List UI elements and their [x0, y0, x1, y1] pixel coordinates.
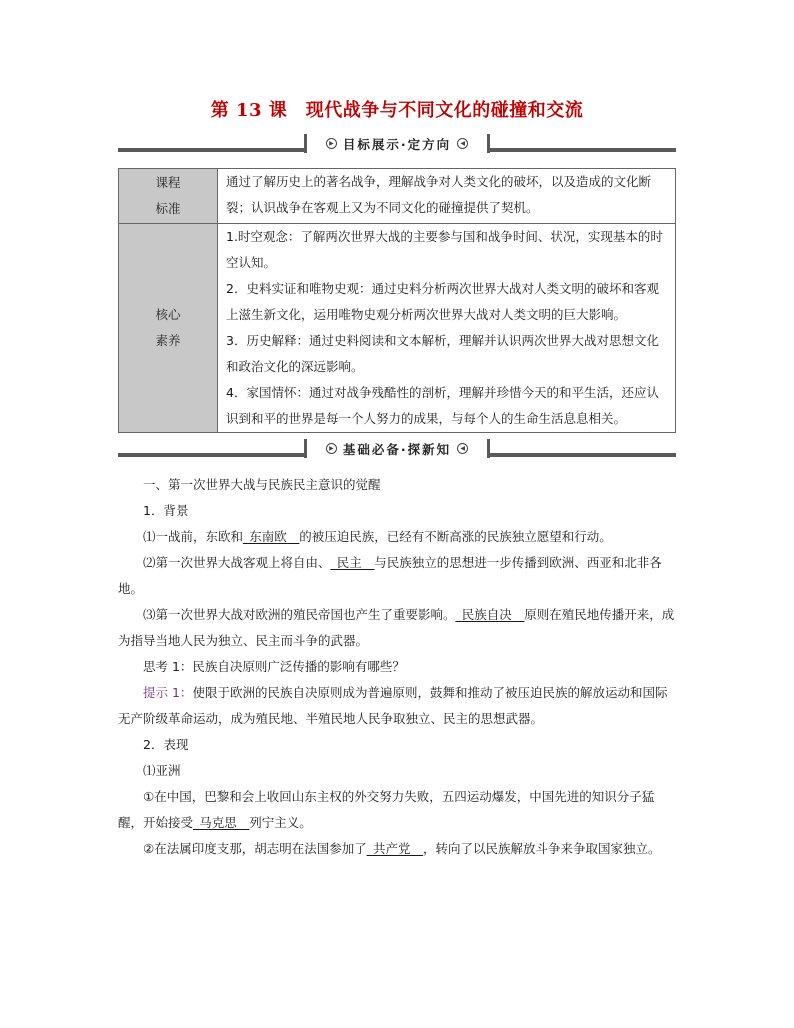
- hint-text: 使限于欧洲的民族自决原则成为普遍原则，鼓舞和推动了被压迫民族的解放运动和国际无产阶级革命运动，成为殖民地、半殖民地人民争取独立、民主的思想武器。: [118, 685, 668, 726]
- paragraph: [118, 836, 678, 862]
- fill-blank: _共产党__: [366, 841, 423, 856]
- list-item: 1.时空观念：了解两次世界大战的主要参与国和战争时间、状况，实现基本的时空认知。: [226, 229, 663, 270]
- text: ②在法属印度支那，胡志明在法国参加了: [143, 841, 367, 856]
- lesson-title: 第 13 课 现代战争与不同文化的碰撞和交流: [210, 100, 584, 121]
- fill-blank: _民主__: [330, 555, 375, 570]
- answer: 民族自决: [461, 607, 512, 622]
- section-banner-basics: [118, 439, 676, 461]
- text: 原则在殖民地传播开来，成为指导当地人民为独立、民主而斗争的武器。: [118, 607, 675, 648]
- section-heading: 一、第一次世界大战与民族民主意识的觉醒: [143, 477, 381, 492]
- text: ①在中国，巴黎和会上收回山东主权的外交努力失败，五四运动爆发，中国先进的知识分子猛醒，开始接受: [118, 789, 655, 830]
- answer: 共产党: [372, 841, 411, 856]
- list-item: 2．史料实证和唯物史观：通过史料分析两次世界大战对人类文明的破坏和客观上滋生新文化，运用唯物史观分析两次世界大战对人类文明的巨大影响。: [226, 281, 659, 322]
- list-item: 3．历史解释：通过史料阅读和文本解析，理解并认识两次世界大战对思想文化和政治文化的深远影响。: [226, 333, 659, 374]
- fill-blank: _民族自决__: [455, 607, 525, 622]
- fill-blank: _东南欧__: [243, 529, 300, 544]
- header-line: 标准: [155, 201, 181, 216]
- text: 与民族独立的思想进一步传播到欧洲、西亚和北非各地。: [118, 555, 662, 596]
- banner-tab: [304, 439, 490, 458]
- text: ⑶第一次世界大战对欧洲的殖民帝国也产生了重要影响。: [143, 607, 456, 622]
- hint-paragraph: [118, 680, 678, 732]
- paragraph: [118, 784, 678, 836]
- text: ⑴一战前，东欧和: [143, 529, 244, 544]
- table-row: [119, 169, 676, 224]
- fill-blank: _马克思__: [193, 815, 250, 830]
- standards-table: [118, 168, 676, 433]
- think-question: 思考 1：民族自决原则广泛传播的影响有哪些？: [143, 659, 405, 674]
- text: ⑵第一次世界大战客观上将自由、: [143, 555, 331, 570]
- lesson-content: [118, 472, 678, 862]
- banner-tab: [304, 134, 490, 153]
- arrow-right-icon: ▶: [326, 443, 337, 454]
- header-line: 课程: [155, 175, 181, 190]
- curriculum-standard-header: [119, 169, 218, 224]
- text: 的被压迫民族，已经有不断高涨的民族独立愿望和行动。: [299, 529, 612, 544]
- answer: 东南欧: [249, 529, 287, 544]
- subheading: 2．表现: [143, 737, 189, 752]
- paragraph: [118, 524, 678, 550]
- text: 列宁主义。: [249, 815, 312, 830]
- list-item: 4．家国情怀：通过对战争残酷性的剖析，理解并珍惜今天的和平生活，还应认识到和平的世界是每一个人努力的成果，与每个人的生命生活息息相关。: [226, 385, 659, 426]
- core-literacy-header: [119, 224, 218, 433]
- curriculum-standard-text: 通过了解历史上的著名战争，理解战争对人类文化的破坏，以及造成的文化断裂；认识战争在客观上又为不同文化的碰撞提供了契机。: [218, 169, 676, 224]
- core-literacy-list: [218, 224, 676, 433]
- answer: 民主: [336, 555, 362, 570]
- header-line: 核心: [155, 307, 181, 322]
- paragraph: [118, 602, 678, 654]
- arrow-right-icon: ▶: [326, 138, 337, 149]
- text: ，转向了以民族解放斗争来争取国家独立。: [422, 841, 661, 856]
- banner-label: 基础必备·探新知: [342, 441, 452, 457]
- hint-label: 提示 1：: [143, 685, 193, 700]
- table-row: [119, 224, 676, 433]
- section-banner-goals: [118, 134, 676, 156]
- header-line: 素养: [155, 333, 181, 348]
- answer: 马克思: [199, 815, 237, 830]
- banner-label: 目标展示·定方向: [342, 136, 452, 152]
- paragraph: [118, 550, 678, 602]
- arrow-left-icon: ◀: [457, 443, 468, 454]
- subheading: ⑴亚洲: [143, 763, 181, 778]
- arrow-left-icon: ◀: [457, 138, 468, 149]
- subheading: 1．背景: [143, 503, 189, 518]
